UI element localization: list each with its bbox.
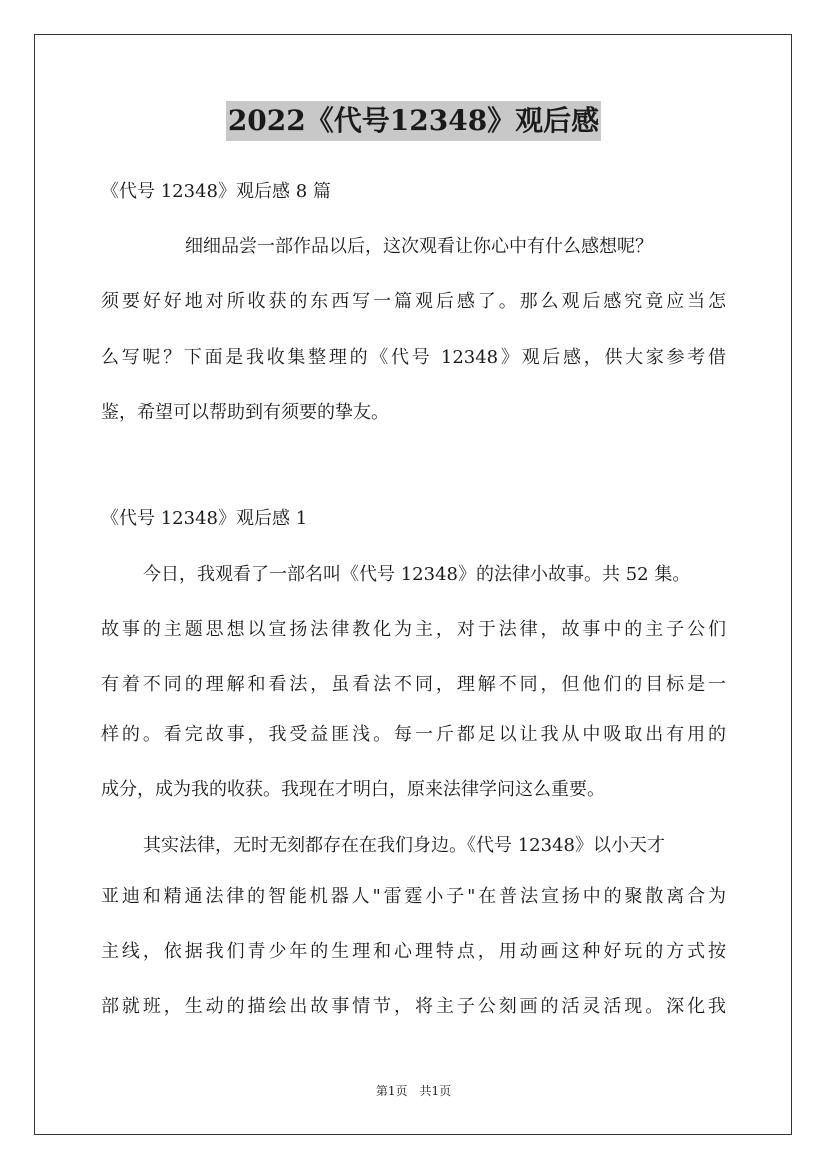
paragraph-line: 成分，成为我的收获。我现在才明白，原来法律学问这么重要。 — [101, 779, 605, 800]
document-title: 2022《代号12348》观后感 — [226, 101, 601, 141]
paragraph-line: 样的。看完故事，我受益匪浅。每一斤都足以让我从中吸取出有用的 — [101, 724, 726, 745]
paragraph-line: 其实法律，无时无刻都存在在我们身边。《代号 12348》以小天才 — [143, 835, 665, 856]
paragraph-line: 部就班，生动的描绘出故事情节，将主子公刻画的活灵活现。深化我 — [101, 996, 726, 1017]
page-footer: 第1页 共1页 — [375, 1084, 452, 1098]
paragraph-line: 有着不同的理解和看法，虽看法不同，理解不同，但他们的目标是一 — [101, 674, 726, 695]
title-container — [0, 101, 827, 141]
subtitle: 《代号 12348》观后感 8 篇 — [101, 181, 331, 202]
section-heading: 《代号 12348》观后感 1 — [101, 508, 308, 529]
paragraph-line: 主线，依据我们青少年的生理和心理特点，用动画这种好玩的方式按 — [101, 941, 726, 962]
paragraph-line: 故事的主题思想以宣扬法律教化为主，对于法律，故事中的主子公们 — [101, 619, 726, 640]
paragraph-line: 亚迪和精通法律的智能机器人"雷霆小子"在普法宣扬中的聚散离合为 — [101, 886, 726, 907]
intro-line: 鉴，希望可以帮助到有须要的挚友。 — [101, 402, 389, 423]
intro-line: 么写呢？下面是我收集整理的《代号 12348》观后感，供大家参考借 — [101, 347, 726, 368]
intro-line: 细细品尝一部作品以后，这次观看让你心中有什么感想呢？ — [185, 236, 653, 257]
paragraph-line: 今日，我观看了一部名叫《代号 12348》的法律小故事。共 52 集。 — [143, 564, 691, 585]
intro-line: 须要好好地对所收获的东西写一篇观后感了。那么观后感究竟应当怎 — [101, 291, 726, 312]
